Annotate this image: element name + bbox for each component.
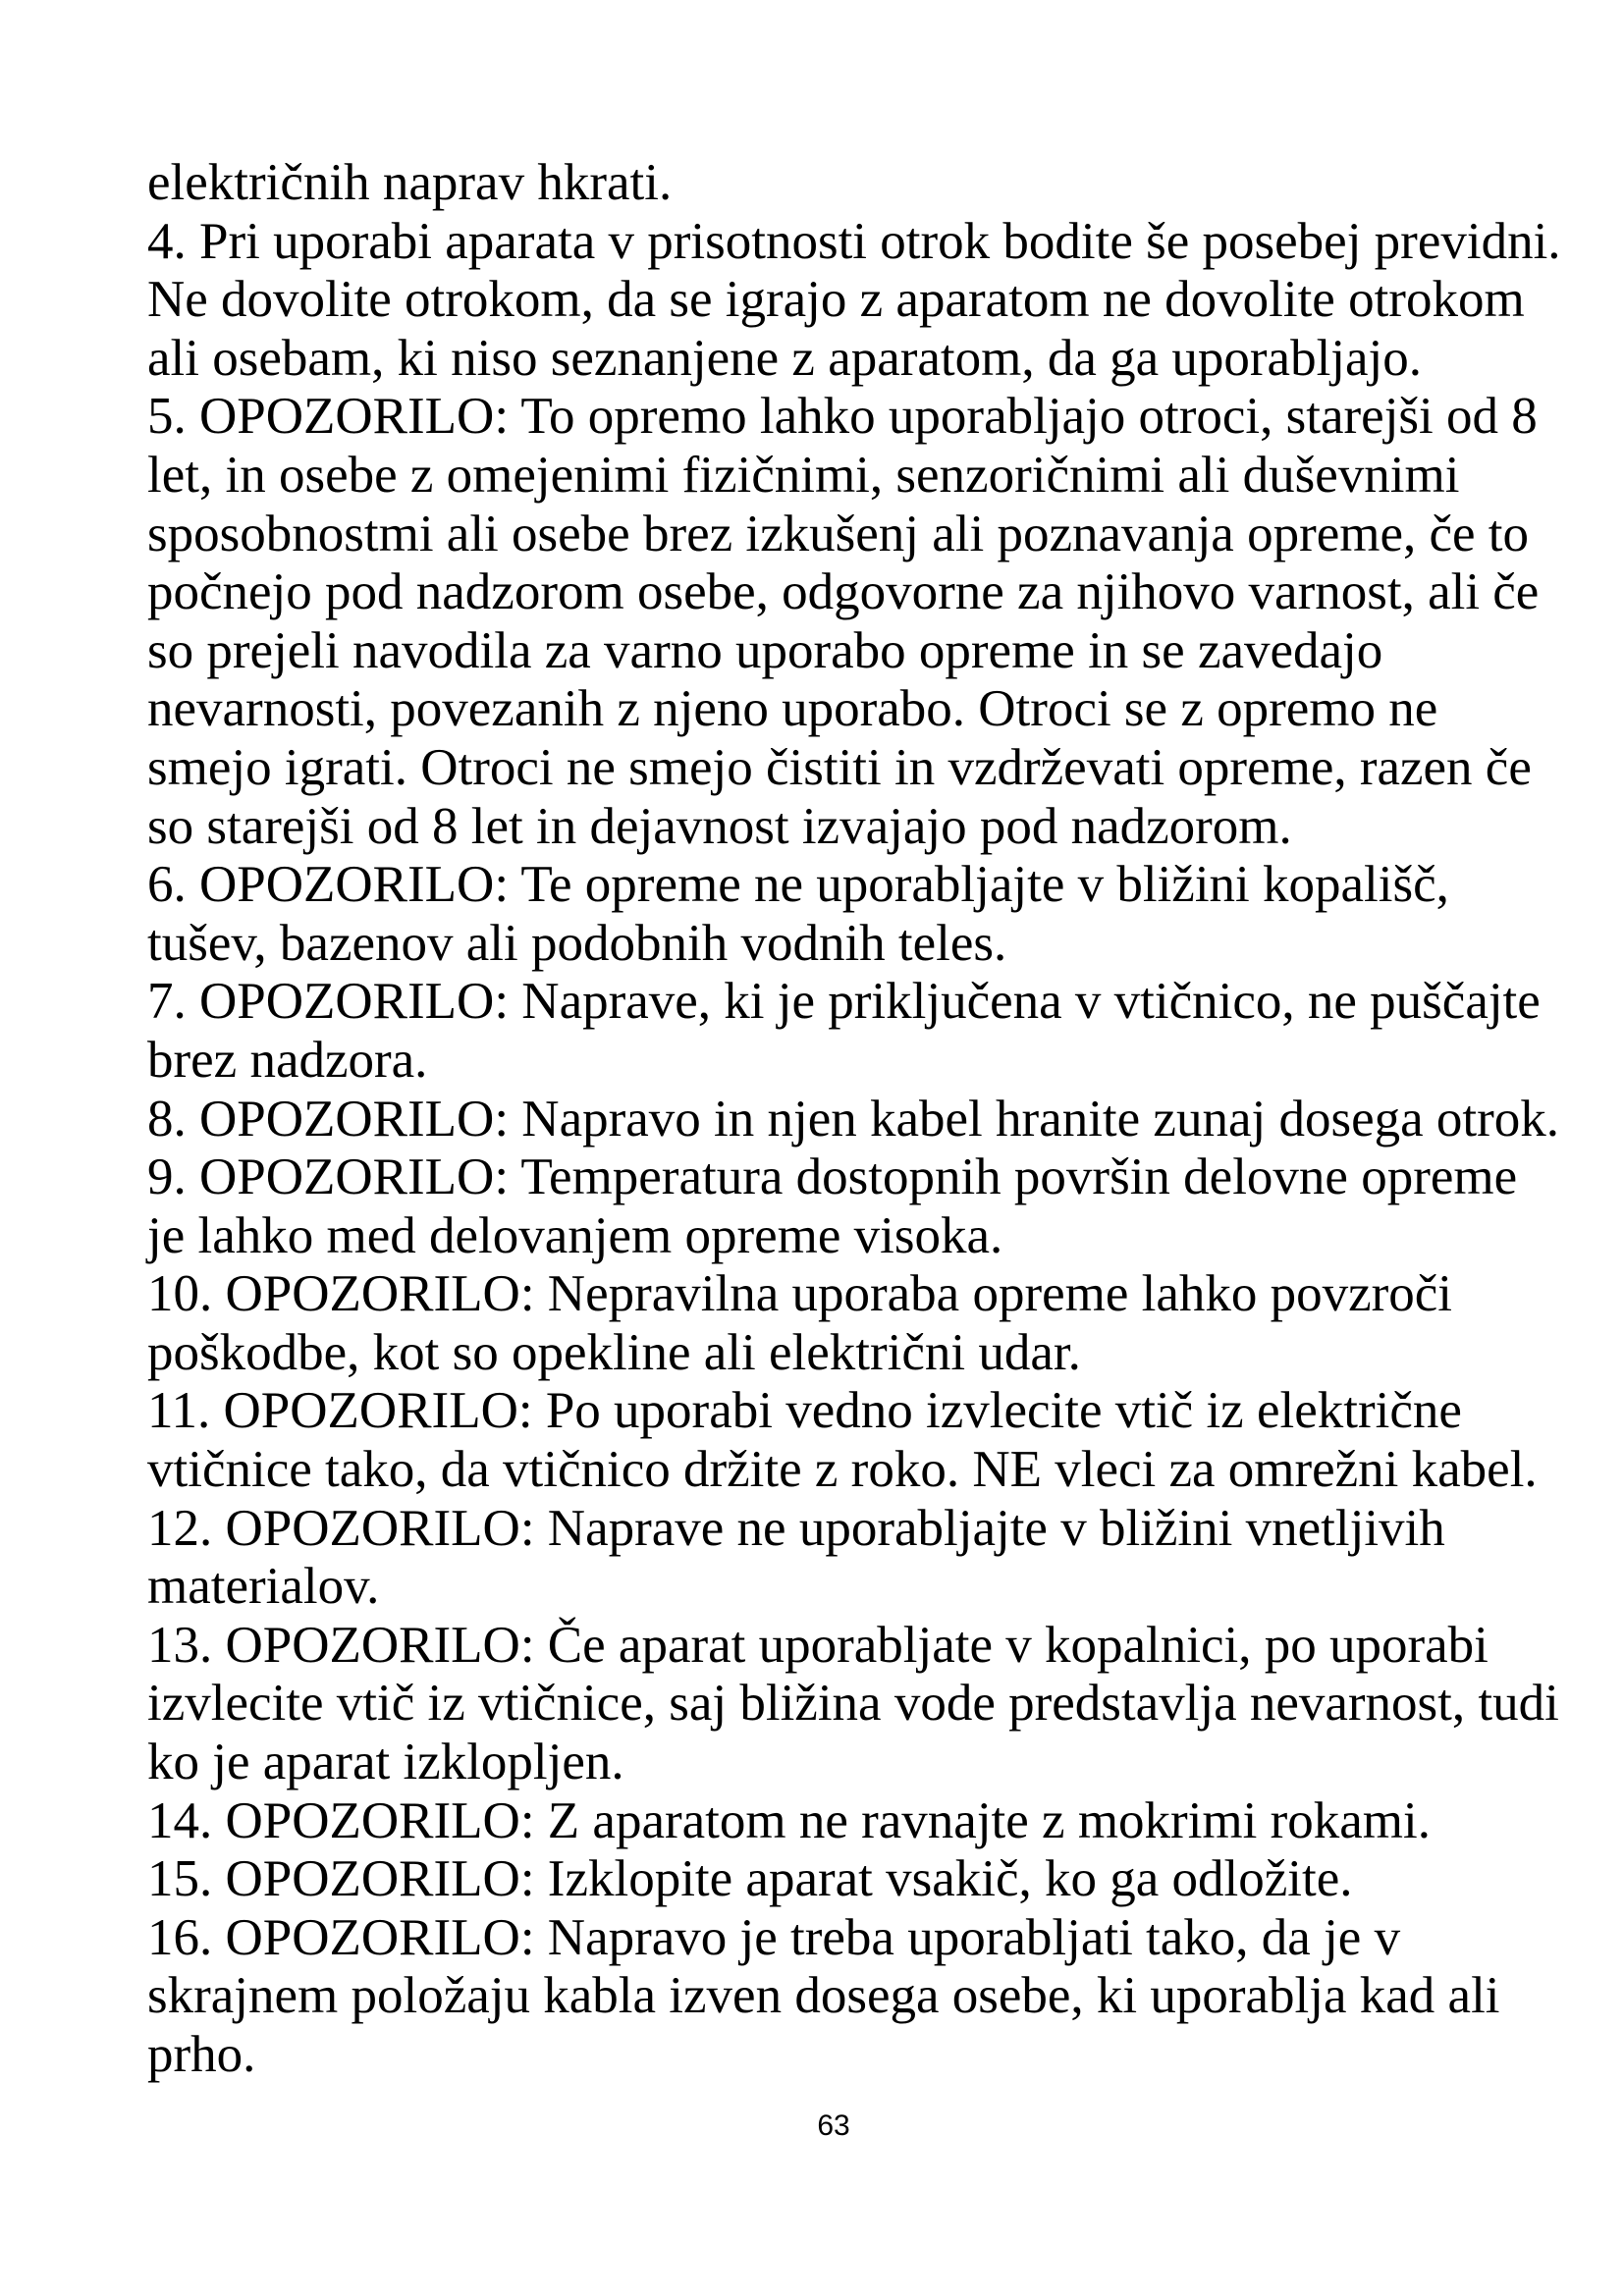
text-line: so starejši od 8 let in dejavnost izvajajo pod nadzorom.	[147, 797, 1292, 855]
text-line: skrajnem položaju kabla izven dosega osebe, ki uporablja kad ali	[147, 1967, 1500, 2025]
text-line: materialov.	[147, 1558, 380, 1616]
warning-text-block	[147, 154, 1600, 2085]
text-line: 16. OPOZORILO: Napravo je treba uporabljati tako, da je v	[147, 1908, 1401, 1966]
text-line: smejo igrati. Otroci ne smejo čistiti in vzdrževati opreme, razen če	[147, 738, 1532, 796]
text-line: brez nadzora.	[147, 1031, 428, 1089]
text-line: je lahko med delovanjem opreme visoka.	[147, 1206, 1003, 1264]
text-line: 8. OPOZORILO: Napravo in njen kabel hranite zunaj dosega otrok.	[147, 1090, 1559, 1148]
text-line: ali osebam, ki niso seznanjene z aparatom, da ga uporabljajo.	[147, 329, 1423, 387]
text-line: 12. OPOZORILO: Naprave ne uporabljajte v bližini vnetljivih	[147, 1499, 1445, 1557]
text-line: počnejo pod nadzorom osebe, odgovorne za njihovo varnost, ali če	[147, 563, 1540, 621]
text-line: vtičnice tako, da vtičnico držite z roko. NE vleci za omrežni kabel.	[147, 1441, 1538, 1499]
text-line: 14. OPOZORILO: Z aparatom ne ravnajte z mokrimi rokami.	[147, 1791, 1431, 1849]
text-line: izvlecite vtič iz vtičnice, saj bližina vode predstavlja nevarnost, tudi	[147, 1675, 1559, 1733]
text-line: 11. OPOZORILO: Po uporabi vedno izvlecite vtič iz električne	[147, 1382, 1462, 1440]
text-line: 10. OPOZORILO: Nepravilna uporaba opreme lahko povzroči	[147, 1265, 1453, 1323]
text-line: 9. OPOZORILO: Temperatura dostopnih površin delovne opreme	[147, 1148, 1518, 1206]
text-line: električnih naprav hkrati.	[147, 154, 673, 211]
text-line: tušev, bazenov ali podobnih vodnih teles.	[147, 914, 1007, 972]
page-number: 63	[817, 2109, 850, 2142]
text-line: prho.	[147, 2026, 256, 2083]
text-line: 6. OPOZORILO: Te opreme ne uporabljajte v bližini kopališč,	[147, 856, 1449, 914]
text-line: ko je aparat izklopljen.	[147, 1734, 624, 1791]
text-line: 13. OPOZORILO: Če aparat uporabljate v kopalnici, po uporabi	[147, 1616, 1489, 1674]
text-line: 7. OPOZORILO: Naprave, ki je priključena v vtičnico, ne puščajte	[147, 973, 1541, 1031]
text-line: 5. OPOZORILO: To opremo lahko uporabljajo otroci, starejši od 8	[147, 388, 1538, 446]
text-line: poškodbe, kot so opekline ali električni udar.	[147, 1323, 1081, 1381]
text-line: 4. Pri uporabi aparata v prisotnosti otrok bodite še posebej previdni.	[147, 212, 1561, 270]
text-line: Ne dovolite otrokom, da se igrajo z aparatom ne dovolite otrokom	[147, 271, 1525, 329]
text-line: 15. OPOZORILO: Izklopite aparat vsakič, ko ga odložite.	[147, 1850, 1353, 1908]
text-line: so prejeli navodila za varno uporabo opreme in se zavedajo	[147, 621, 1383, 679]
text-line: sposobnostmi ali osebe brez izkušenj ali poznavanja opreme, če to	[147, 505, 1530, 562]
text-line: nevarnosti, povezanih z njeno uporabo. Otroci se z opremo ne	[147, 680, 1438, 738]
text-line: let, in osebe z omejenimi fizičnimi, senzoričnimi ali duševnimi	[147, 446, 1460, 504]
